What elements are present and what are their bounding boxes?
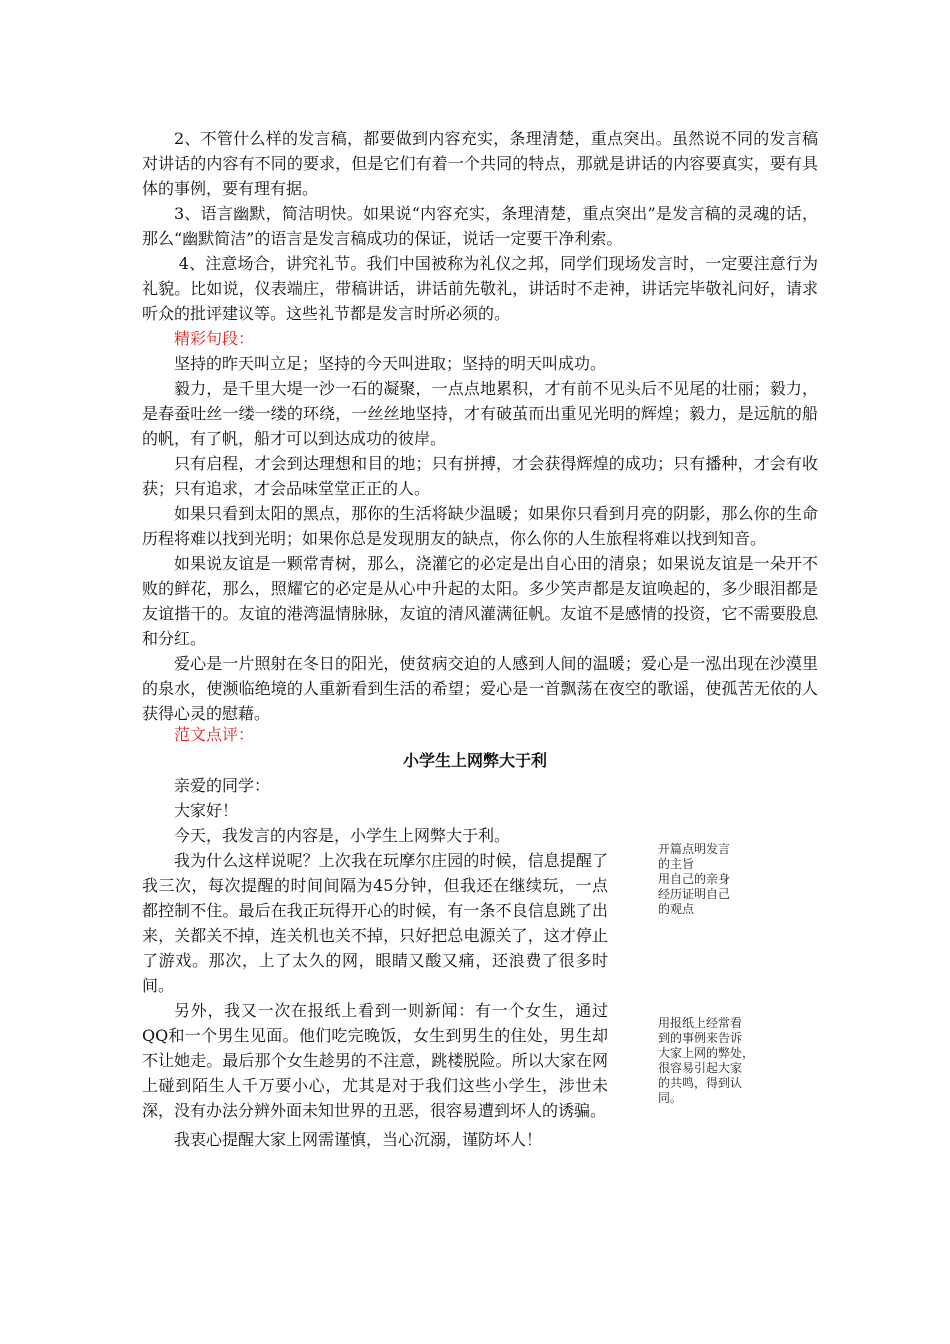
note-line: 的观点	[658, 902, 695, 916]
margin-note-2	[658, 1016, 778, 1106]
note-line: 大家上网的弊处，	[658, 1046, 755, 1060]
essay-paragraph-2: 另外，我又一次在报纸上看到一则新闻：有一个女生，通过QQ和一个男生见面。他们吃完晚饭，女生到男生的住处，男生却不让她走。最后那个女生趁男的不注意，跳楼脱险。所以大家在网上碰到陌生人千万要小心，尤其是对于我们这些小学生，涉世未深，没有办法分辨外面未知世界的丑恶，很容易遭到坏人的诱骗。	[142, 1001, 608, 1120]
margin-note-1	[658, 842, 770, 917]
sentences-section	[142, 351, 818, 726]
note-line: 的共鸣，得到认	[658, 1076, 743, 1090]
sentence-paragraph: 如果说友谊是一颗常青树，那么，浇灌它的必定是出自心田的清泉；如果说友谊是一朵开不败的鲜花，那么，照耀它的必定是从心中升起的太阳。多少笑声都是友谊唤起的，多少眼泪都是友谊揩干的。友谊的港湾温情脉脉，友谊的清风灌满征帆。友谊不是感情的投资，它不需要股息和分红。	[142, 554, 818, 648]
note-line: 到的事例来告诉	[658, 1031, 743, 1045]
essay-intro: 今天，我发言的内容是，小学生上网弊大于利。	[174, 826, 511, 845]
note-line: 同。	[658, 1091, 683, 1105]
tip-4: 4、注意场合，讲究礼节。我们中国被称为礼仪之邦，同学们现场发言时，一定要注意行为礼貌。比如说，仪表端庄，带稿讲话，讲话前先敬礼，讲话时不走神，讲话完毕敬礼问好，请求听众的批评建议等。这些礼节都是发言时所必须的。	[142, 254, 818, 323]
essay-body	[142, 773, 608, 1152]
note-line: 的主旨	[658, 857, 695, 871]
essay-greeting: 大家好！	[174, 801, 239, 820]
sentence-paragraph: 毅力，是千里大堤一沙一石的凝聚，一点点地累积，才有前不见头后不见尾的壮丽；毅力，是春蚕吐丝一缕一缕的环绕，一丝丝地坚持，才有破茧而出重见光明的辉煌；毅力，是远航的船的帆，有了帆，船才可以到达成功的彼岸。	[142, 379, 818, 448]
review-heading: 范文点评：	[174, 725, 255, 744]
essay-closing: 我衷心提醒大家上网需谨慎，当心沉溺，谨防坏人！	[174, 1130, 543, 1149]
sentence-paragraph: 坚持的昨天叫立足；坚持的今天叫进取；坚持的明天叫成功。	[174, 354, 607, 373]
sentence-paragraph: 只有启程，才会到达理想和目的地；只有拼搏，才会获得辉煌的成功；只有播种，才会有收获；只有追求，才会品味堂堂正正的人。	[142, 454, 818, 498]
note-line: 用报纸上经常看	[658, 1016, 743, 1030]
tip-2: 2、不管什么样的发言稿，都要做到内容充实，条理清楚，重点突出。虽然说不同的发言稿对讲话的内容有不同的要求，但是它们有着一个共同的特点，那就是讲话的内容要真实，要有具体的事例，要有理有据。	[142, 129, 818, 198]
tip-3: 3、语言幽默，简洁明快。如果说“内容充实，条理清楚，重点突出”是发言稿的灵魂的话，那么“幽默简洁”的语言是发言稿成功的保证，说话一定要干净利索。	[142, 204, 818, 248]
note-line: 用自己的亲身	[658, 872, 731, 886]
sentence-paragraph: 爱心是一片照射在冬日的阳光，使贫病交迫的人感到人间的温暖；爱心是一泓出现在沙漠里的泉水，使濒临绝境的人重新看到生活的希望；爱心是一首飘荡在夜空的歌谣，使孤苦无依的人获得心灵的慰藉。	[142, 654, 818, 723]
sentence-paragraph: 如果只看到太阳的黑点，那你的生活将缺少温暖；如果你只看到月亮的阴影，那么你的生命历程将难以找到光明；如果你总是发现朋友的缺点，你么你的人生旅程将难以找到知音。	[142, 504, 818, 548]
note-line: 经历证明自己	[658, 887, 731, 901]
sentences-heading: 精彩句段：	[174, 329, 255, 348]
note-line: 开篇点明发言	[658, 842, 731, 856]
essay-greeting: 亲爱的同学：	[174, 776, 271, 795]
essay-title: 小学生上网弊大于利	[402, 751, 547, 770]
essay-paragraph-1: 我为什么这样说呢？上次我在玩摩尔庄园的时候，信息提醒了我三次，每次提醒的时间间隔为45分钟，但我还在继续玩，一点都控制不住。最后在我正玩得开心的时候，有一条不良信息跳了出来，关都关不掉，连关机也关不掉，只好把总电源关了，这才停止了游戏。那次，上了太久的网，眼睛又酸又痛，还浪费了很多时间。	[142, 851, 608, 995]
note-line: 很容易引起大家	[658, 1061, 743, 1075]
tips-section	[142, 126, 818, 326]
